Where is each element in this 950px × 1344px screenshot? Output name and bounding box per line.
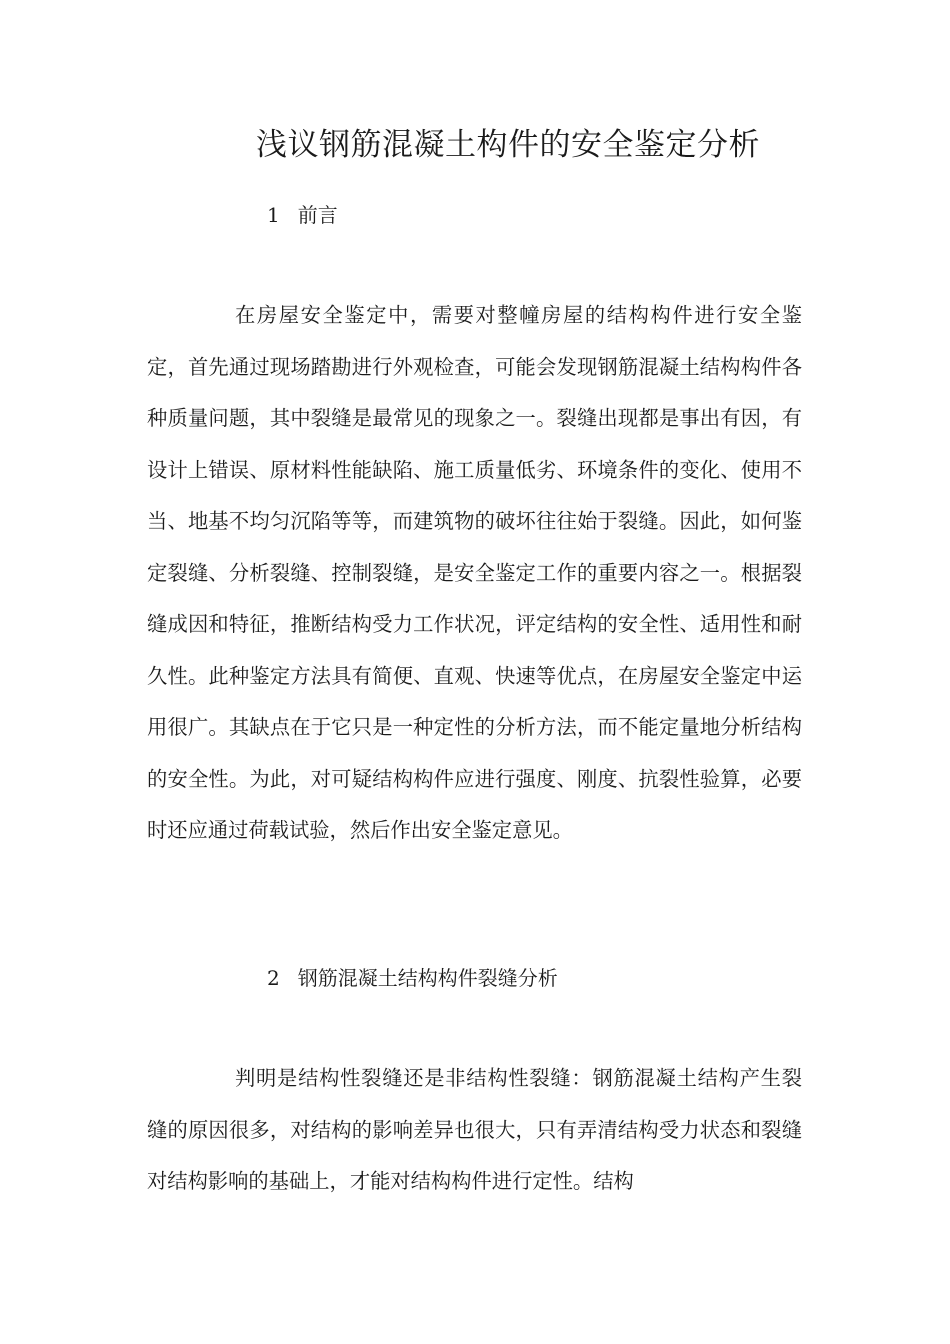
- section-heading-1: [147, 200, 338, 230]
- section-title-2: 钢筋混凝土结构构件裂缝分析: [297, 966, 558, 990]
- section-2-paragraph: 判明是结构性裂缝还是非结构性裂缝：钢筋混凝土结构产生裂缝的原因很多，对结构的影响差异也很大，只有弄清结构受力状态和裂缝对结构影响的基础上，才能对结构构件进行定性。结构: [147, 1066, 802, 1193]
- section-1-paragraph: 在房屋安全鉴定中，需要对整幢房屋的结构构件进行安全鉴定，首先通过现场踏勘进行外观检查，可能会发现钢筋混凝土结构构件各种质量问题，其中裂缝是最常见的现象之一。裂缝出现都是事出有因，有设计上错误、原材料性能缺陷、施工质量低劣、环境条件的变化、使用不当、地基不均匀沉陷等等，而建筑物的破坏往往始于裂缝。因此，如何鉴定裂缝、分析裂缝、控制裂缝，是安全鉴定工作的重要内容之一。根据裂缝成因和特征，推断结构受力工作状况，评定结构的安全性、适用性和耐久性。此种鉴定方法具有简便、直观、快速等优点，在房屋安全鉴定中运用很广。其缺点在于它只是一种定性的分析方法，而不能定量地分析结构的安全性。为此，对可疑结构构件应进行强度、刚度、抗裂性验算，必要时还应通过荷载试验，然后作出安全鉴定意见。: [147, 303, 802, 842]
- section-heading-2: [147, 963, 558, 993]
- section-title-1: 前言: [297, 203, 338, 227]
- section-number-1: 1: [267, 203, 280, 227]
- document-title: 浅议钢筋混凝土构件的安全鉴定分析: [256, 127, 760, 163]
- section-number-2: 2: [267, 966, 280, 990]
